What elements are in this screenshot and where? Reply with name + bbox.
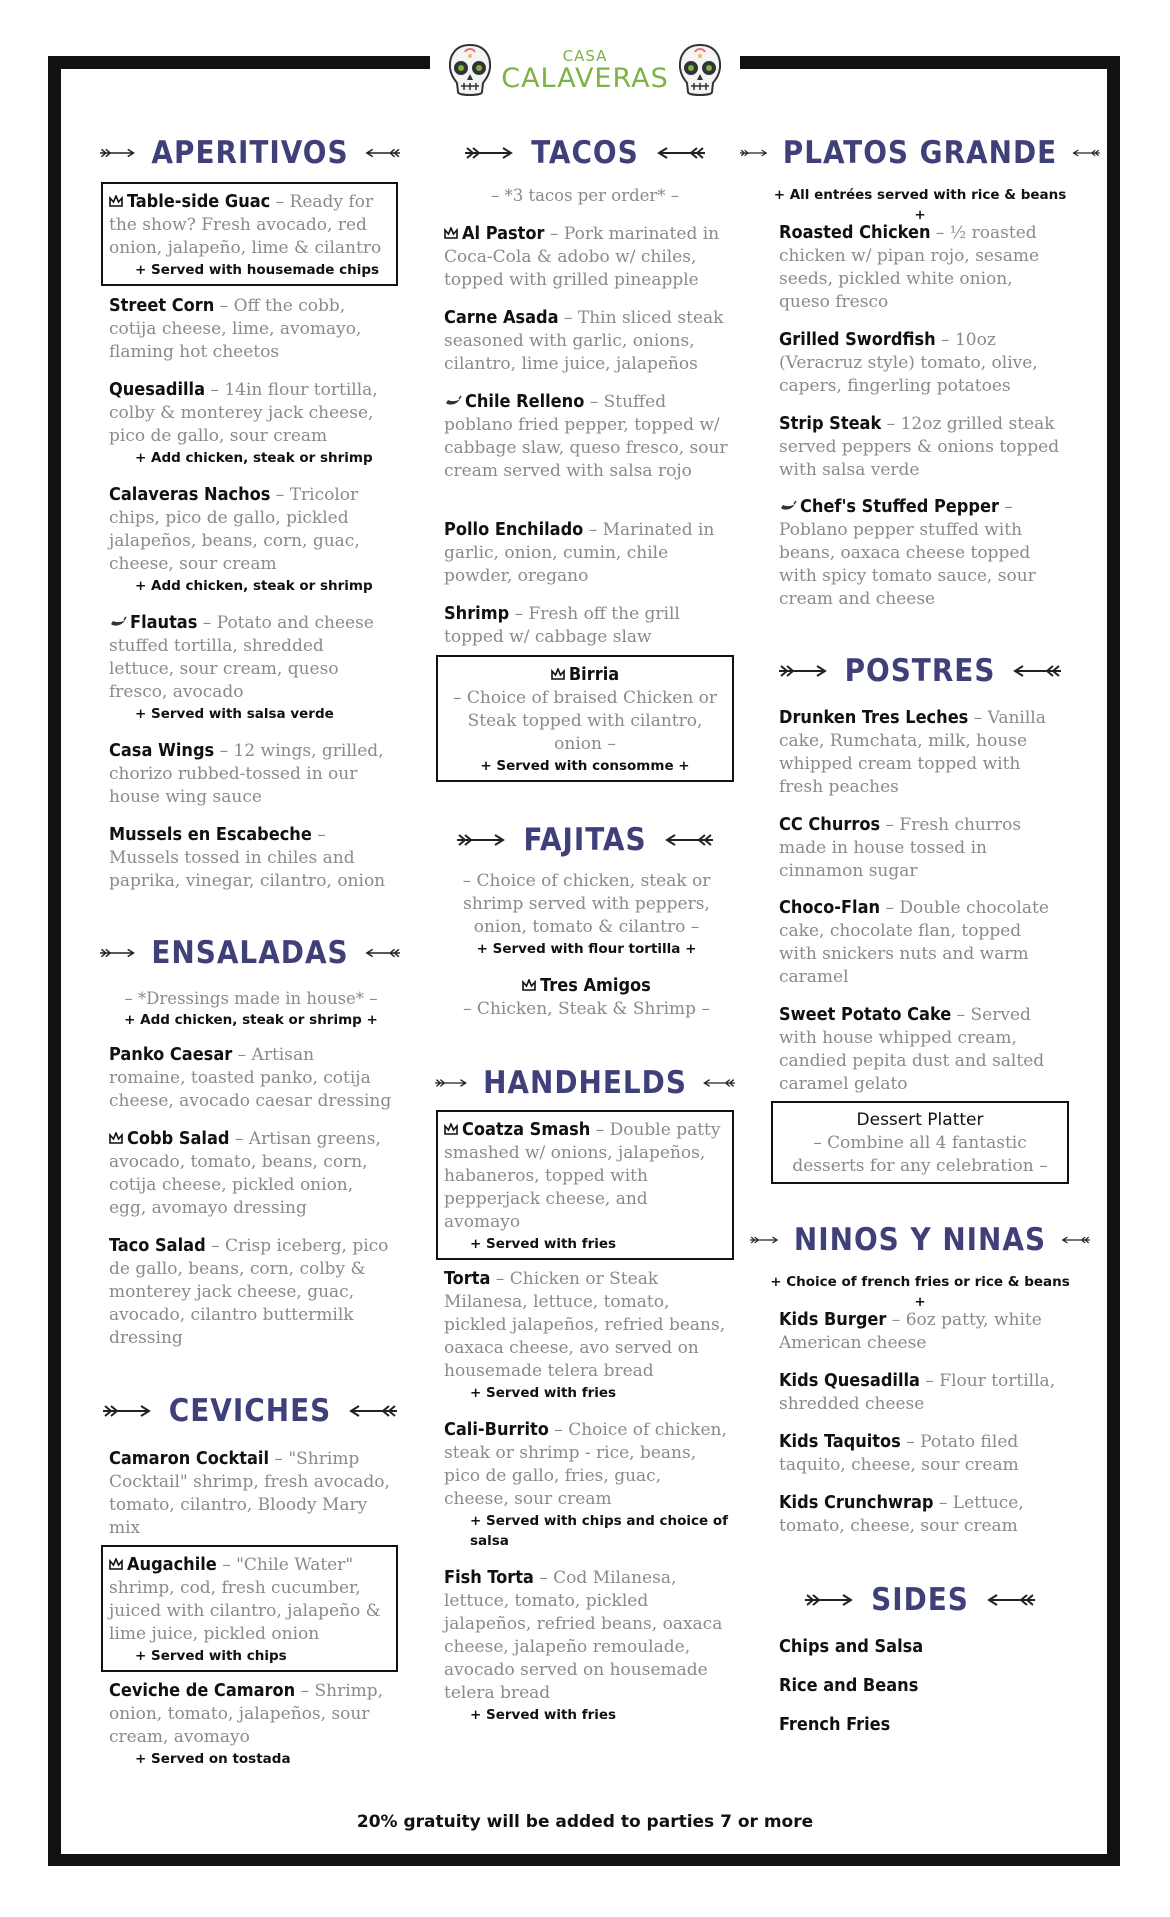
- arrow-left-icon: [361, 146, 400, 160]
- section-header-platos-grande: [740, 131, 1100, 175]
- menu-item-tres-amigos: [444, 974, 729, 1021]
- section-subtitle: [101, 987, 401, 1030]
- section-subtitle: [770, 1272, 1070, 1312]
- pepper-icon: [109, 616, 127, 628]
- menu-item: [444, 1418, 729, 1551]
- menu-item: [436, 1110, 734, 1260]
- item-desc: – ½ roasted chicken w/ pipan rojo, sesame seeds, pickled white onion, queso fresco: [779, 223, 1040, 312]
- arrow-left-icon: [651, 146, 705, 160]
- item-desc: – Marinated in garlic, onion, cumin, chile powder, oregano: [444, 520, 715, 586]
- menu-item-birria: [436, 655, 734, 782]
- gratuity-notice: 20% gratuity will be added to parties 7 or more: [356, 1812, 814, 1832]
- item-note: + Served with salsa verde: [135, 706, 334, 722]
- menu-item: [779, 1491, 1064, 1538]
- item-desc: – Crisp iceberg, pico de gallo, beans, corn, colby & monterey jack cheese, guac, avocado, cilantro buttermilk dressing: [109, 1236, 389, 1348]
- item-desc: – "Shrimp Cocktail" shrimp, fresh avocado, tomato, cilantro, Bloody Mary mix: [109, 1449, 390, 1538]
- crown-icon: [444, 227, 458, 239]
- item-desc: – 10oz (Veracruz style) tomato, olive, capers, fingerling potatoes: [779, 330, 1038, 396]
- arrow-right-icon: [740, 146, 771, 160]
- side-name: French Fries: [779, 1714, 891, 1735]
- item-desc: – Choice of braised Chicken or Steak topped with cilantro, onion –: [452, 688, 718, 754]
- arrow-right-icon: [100, 146, 139, 160]
- arrow-left-icon: [343, 1404, 397, 1418]
- item-note: + Served with fries: [470, 1236, 617, 1252]
- item-desc: – Lettuce, tomato, cheese, sour cream: [779, 1493, 1024, 1536]
- menu-item: [779, 1003, 1064, 1096]
- item-desc: – Thin sliced steak seasoned with garlic, onions, cilantro, lime juice, jalapeños: [444, 308, 724, 374]
- arrow-right-icon: [805, 1593, 859, 1607]
- menu-item: [109, 739, 394, 809]
- item-desc: – Combine all 4 fantastic desserts for any celebration –: [792, 1133, 1048, 1176]
- arrow-left-icon: [1058, 1233, 1090, 1247]
- item-desc: – Cod Milanesa, lettuce, tomato, pickled jalapeños, refried beans, oaxaca cheese, jalapeño remoulade, avocado served on housemade telera bread: [444, 1568, 723, 1703]
- item-name: Fish Torta: [444, 1567, 534, 1588]
- logo: [430, 36, 740, 106]
- menu-item: [109, 294, 394, 364]
- arrow-right-icon: [103, 1404, 157, 1418]
- item-note: + Served with consomme +: [480, 758, 690, 774]
- item-name: Ceviche de Camaron: [109, 1680, 296, 1701]
- fajitas-description: [444, 870, 729, 959]
- item-desc: – Choice of chicken, steak or shrimp - rice, beans, pico de gallo, fries, guac, cheese, sour cream: [444, 1420, 727, 1509]
- item-name: Al Pastor: [462, 223, 545, 244]
- item-name: Dessert Platter: [856, 1110, 984, 1130]
- item-desc: – Pork marinated in Coca-Cola & adobo w/ chiles, topped with grilled pineapple: [444, 224, 720, 290]
- platos-sub-note: + All entrées served with rice & beans +: [773, 187, 1067, 223]
- fajitas-note: + Served with flour tortilla +: [476, 941, 697, 957]
- item-desc: – Chicken or Steak Milanesa, lettuce, tomato, pickled jalapeños, refried beans, oaxaca cheese, avo served on housemade telera bread: [444, 1269, 726, 1381]
- item-desc: – Flour tortilla, shredded cheese: [779, 1371, 1056, 1414]
- item-desc: – "Chile Water" shrimp, cod, fresh cucumber, juiced with cilantro, jalapeño & lime juice, pickled onion: [109, 1555, 381, 1644]
- item-name: Calaveras Nachos: [109, 484, 271, 505]
- menu-item: [779, 896, 1064, 989]
- item-name: Kids Crunchwrap: [779, 1492, 934, 1513]
- section-title: ENSALADAS: [151, 935, 349, 971]
- item-name: Torta: [444, 1268, 491, 1289]
- arrow-right-icon: [457, 833, 511, 847]
- menu-item: [779, 328, 1064, 398]
- item-desc: – Poblano pepper stuffed with beans, oaxaca cheese topped with spicy tomato sauce, sour cream and cheese: [779, 497, 1036, 609]
- menu-item: [101, 182, 398, 286]
- section-header-tacos: [435, 131, 735, 175]
- item-desc: – Off the cobb, cotija cheese, lime, avomayo, flaming hot cheetos: [109, 296, 362, 362]
- item-desc: – Mussels tossed in chiles and paprika, vinegar, cilantro, onion: [109, 825, 386, 891]
- menu-item: [779, 813, 1064, 883]
- pepper-icon: [779, 500, 797, 512]
- menu-item: [779, 1430, 1064, 1477]
- item-desc: – Artisan greens, avocado, tomato, beans, corn, cotija cheese, pickled onion, egg, avomayo dressing: [109, 1129, 381, 1218]
- side-item: [779, 1674, 1064, 1698]
- crown-icon: [109, 1558, 123, 1570]
- arrow-left-icon: [1007, 664, 1061, 678]
- item-note: + Served with chips: [135, 1648, 287, 1664]
- item-desc: – 6oz patty, white American cheese: [779, 1310, 1042, 1353]
- item-note: + Add chicken, steak or shrimp: [135, 578, 373, 594]
- item-name: Quesadilla: [109, 379, 206, 400]
- section-title: NINOS Y NINAS: [793, 1222, 1047, 1258]
- arrow-right-icon: [779, 664, 833, 678]
- item-desc: – Shrimp, onion, tomato, jalapeños, sour cream, avomayo: [109, 1681, 384, 1747]
- menu-item: [779, 706, 1064, 799]
- section-title: HANDHELDS: [483, 1065, 687, 1101]
- menu-item: [444, 602, 729, 649]
- item-desc: – Ready for the show? Fresh avocado, red onion, jalapeño, lime & cilantro: [109, 192, 382, 258]
- arrow-right-icon: [435, 1076, 471, 1090]
- pepper-icon: [444, 395, 462, 407]
- tacos-sub: – *3 tacos per order* –: [490, 186, 680, 205]
- menu-item: [109, 1234, 394, 1350]
- item-name: Mussels en Escabeche: [109, 824, 312, 845]
- item-name: Flautas: [130, 612, 198, 633]
- crown-icon: [522, 979, 536, 991]
- item-name: Coatza Smash: [462, 1119, 591, 1140]
- sugar-skull-icon: [445, 42, 495, 100]
- section-header-fajitas: [435, 818, 735, 862]
- arrow-right-icon: [465, 146, 519, 160]
- item-desc: – Double patty smashed w/ onions, jalapeños, habaneros, topped with pepperjack cheese, and avomayo: [444, 1120, 721, 1232]
- section-header-ceviches: [100, 1389, 400, 1433]
- menu-item: [109, 483, 394, 596]
- item-name: Camaron Cocktail: [109, 1448, 270, 1469]
- section-title: APERITIVOS: [151, 135, 349, 171]
- arrow-right-icon: [750, 1233, 782, 1247]
- item-desc: – Potato and cheese stuffed tortilla, shredded lettuce, sour cream, queso fresco, avocado: [109, 613, 374, 702]
- arrow-left-icon: [699, 1076, 735, 1090]
- item-desc: – Served with house whipped cream, candied pepita dust and salted caramel gelato: [779, 1005, 1045, 1094]
- section-header-ninos-y-ninas: [750, 1218, 1090, 1262]
- item-name: Tres Amigos: [540, 975, 651, 996]
- item-name: Augachile: [127, 1554, 217, 1575]
- arrow-left-icon: [659, 833, 713, 847]
- menu-item: [109, 1447, 394, 1540]
- item-desc: – Double chocolate cake, chocolate flan, topped with snickers nuts and warm caramel: [779, 898, 1049, 987]
- crown-icon: [444, 1123, 458, 1135]
- item-desc: – Chicken, Steak & Shrimp –: [463, 999, 710, 1019]
- side-name: Rice and Beans: [779, 1675, 919, 1696]
- menu-item: [444, 390, 729, 483]
- item-desc: – 14in flour tortilla, colby & monterey jack cheese, pico de gallo, sour cream: [109, 380, 378, 446]
- menu-item: [444, 222, 729, 292]
- menu-item: [109, 1679, 394, 1769]
- item-name: Table-side Guac: [127, 191, 271, 212]
- ensaladas-sub: – *Dressings made in house* –: [124, 989, 378, 1008]
- item-name: Panko Caesar: [109, 1044, 233, 1065]
- section-title: CEVICHES: [168, 1393, 332, 1429]
- section-title: POSTRES: [844, 653, 996, 689]
- item-name: Roasted Chicken: [779, 222, 931, 243]
- item-name: Chef's Stuffed Pepper: [800, 496, 999, 517]
- arrow-left-icon: [361, 946, 400, 960]
- item-desc: – Stuffed poblano fried pepper, topped w/ cabbage slaw, queso fresco, sour cream served with salsa rojo: [444, 392, 728, 481]
- menu-item: [109, 823, 394, 893]
- item-desc: – Vanilla cake, Rumchata, milk, house whipped cream topped with fresh peaches: [779, 708, 1046, 797]
- item-name: Shrimp: [444, 603, 510, 624]
- item-note: + Served on tostada: [135, 1751, 291, 1767]
- item-name: Kids Burger: [779, 1309, 887, 1330]
- arrow-right-icon: [100, 946, 139, 960]
- menu-item: [444, 1267, 729, 1403]
- arrow-left-icon: [1069, 146, 1100, 160]
- item-note: + Add chicken, steak or shrimp: [135, 450, 373, 466]
- section-title: SIDES: [871, 1582, 969, 1618]
- item-desc: – 12oz grilled steak served peppers & onions topped with salsa verde: [779, 414, 1060, 480]
- menu-item: [779, 221, 1064, 314]
- item-desc: – Tricolor chips, pico de gallo, pickled jalapeños, beans, corn, guac, cheese, sour cream: [109, 485, 360, 574]
- menu-item: [444, 1566, 729, 1725]
- item-name: Casa Wings: [109, 740, 215, 761]
- item-name: Street Corn: [109, 295, 215, 316]
- item-desc: – Fresh off the grill topped w/ cabbage slaw: [444, 604, 680, 647]
- menu-item-dessert-platter: [771, 1101, 1069, 1184]
- item-name: Pollo Enchilado: [444, 519, 584, 540]
- menu-item: [109, 1043, 394, 1113]
- side-item: [779, 1635, 1064, 1659]
- item-name: Sweet Potato Cake: [779, 1004, 952, 1025]
- fajitas-desc: – Choice of chicken, steak or shrimp served with peppers, onion, tomato & cilantro –: [462, 871, 711, 937]
- menu-item: [101, 1545, 398, 1672]
- item-name: Birria: [568, 664, 620, 685]
- item-desc: – Potato filed taquito, cheese, sour cream: [779, 1432, 1019, 1475]
- item-name: Grilled Swordfish: [779, 329, 936, 350]
- item-name: Chile Relleno: [465, 391, 585, 412]
- menu-item: [109, 1127, 394, 1220]
- crown-icon: [109, 1132, 123, 1144]
- item-name: Taco Salad: [109, 1235, 206, 1256]
- section-subtitle: [770, 185, 1070, 225]
- item-desc: – Artisan romaine, toasted panko, cotija cheese, avocado caesar dressing: [109, 1045, 392, 1111]
- menu-item: [779, 412, 1064, 482]
- section-title: TACOS: [531, 135, 639, 171]
- item-name: Choco-Flan: [779, 897, 881, 918]
- item-name: Drunken Tres Leches: [779, 707, 969, 728]
- menu-item: [109, 378, 394, 468]
- menu-item: [444, 518, 729, 588]
- item-name: Kids Taquitos: [779, 1431, 901, 1452]
- section-header-postres: [770, 649, 1070, 693]
- item-name: Strip Steak: [779, 413, 882, 434]
- menu-item: [779, 495, 1064, 611]
- menu-item: [779, 1308, 1064, 1355]
- item-name: Carne Asada: [444, 307, 559, 328]
- section-header-handhelds: [435, 1061, 735, 1105]
- sugar-skull-icon: [675, 42, 725, 100]
- section-title: PLATOS GRANDE: [782, 135, 1058, 171]
- side-name: Chips and Salsa: [779, 1636, 924, 1657]
- item-name: Cali-Burrito: [444, 1419, 549, 1440]
- ensaladas-sub-note: + Add chicken, steak or shrimp +: [124, 1012, 378, 1028]
- section-header-sides: [770, 1578, 1070, 1622]
- logo-casa-text: CASA: [562, 47, 608, 65]
- ninos-sub-note: + Choice of french fries or rice & beans +: [770, 1274, 1070, 1310]
- section-subtitle: [435, 184, 735, 207]
- menu-item: [109, 611, 394, 724]
- arrow-left-icon: [981, 1593, 1035, 1607]
- crown-icon: [109, 195, 123, 207]
- item-note: + Served with housemade chips: [135, 262, 380, 278]
- item-name: Cobb Salad: [127, 1128, 230, 1149]
- section-header-ensaladas: [100, 931, 400, 975]
- item-desc: – Fresh churros made in house tossed in cinnamon sugar: [779, 815, 1022, 881]
- item-note: + Served with chips and choice of salsa: [470, 1513, 728, 1549]
- side-item: [779, 1713, 1064, 1737]
- item-desc: – 12 wings, grilled, chorizo rubbed-tossed in our house wing sauce: [109, 741, 384, 807]
- item-note: + Served with fries: [470, 1385, 617, 1401]
- section-header-aperitivos: [100, 131, 400, 175]
- item-name: Kids Quesadilla: [779, 1370, 920, 1391]
- crown-icon: [551, 668, 565, 680]
- item-note: + Served with fries: [470, 1707, 617, 1723]
- menu-item: [444, 306, 729, 376]
- menu-item: [779, 1369, 1064, 1416]
- section-title: FAJITAS: [523, 822, 647, 858]
- item-name: CC Churros: [779, 814, 881, 835]
- logo-calaveras-text: CALAVERAS: [501, 63, 669, 94]
